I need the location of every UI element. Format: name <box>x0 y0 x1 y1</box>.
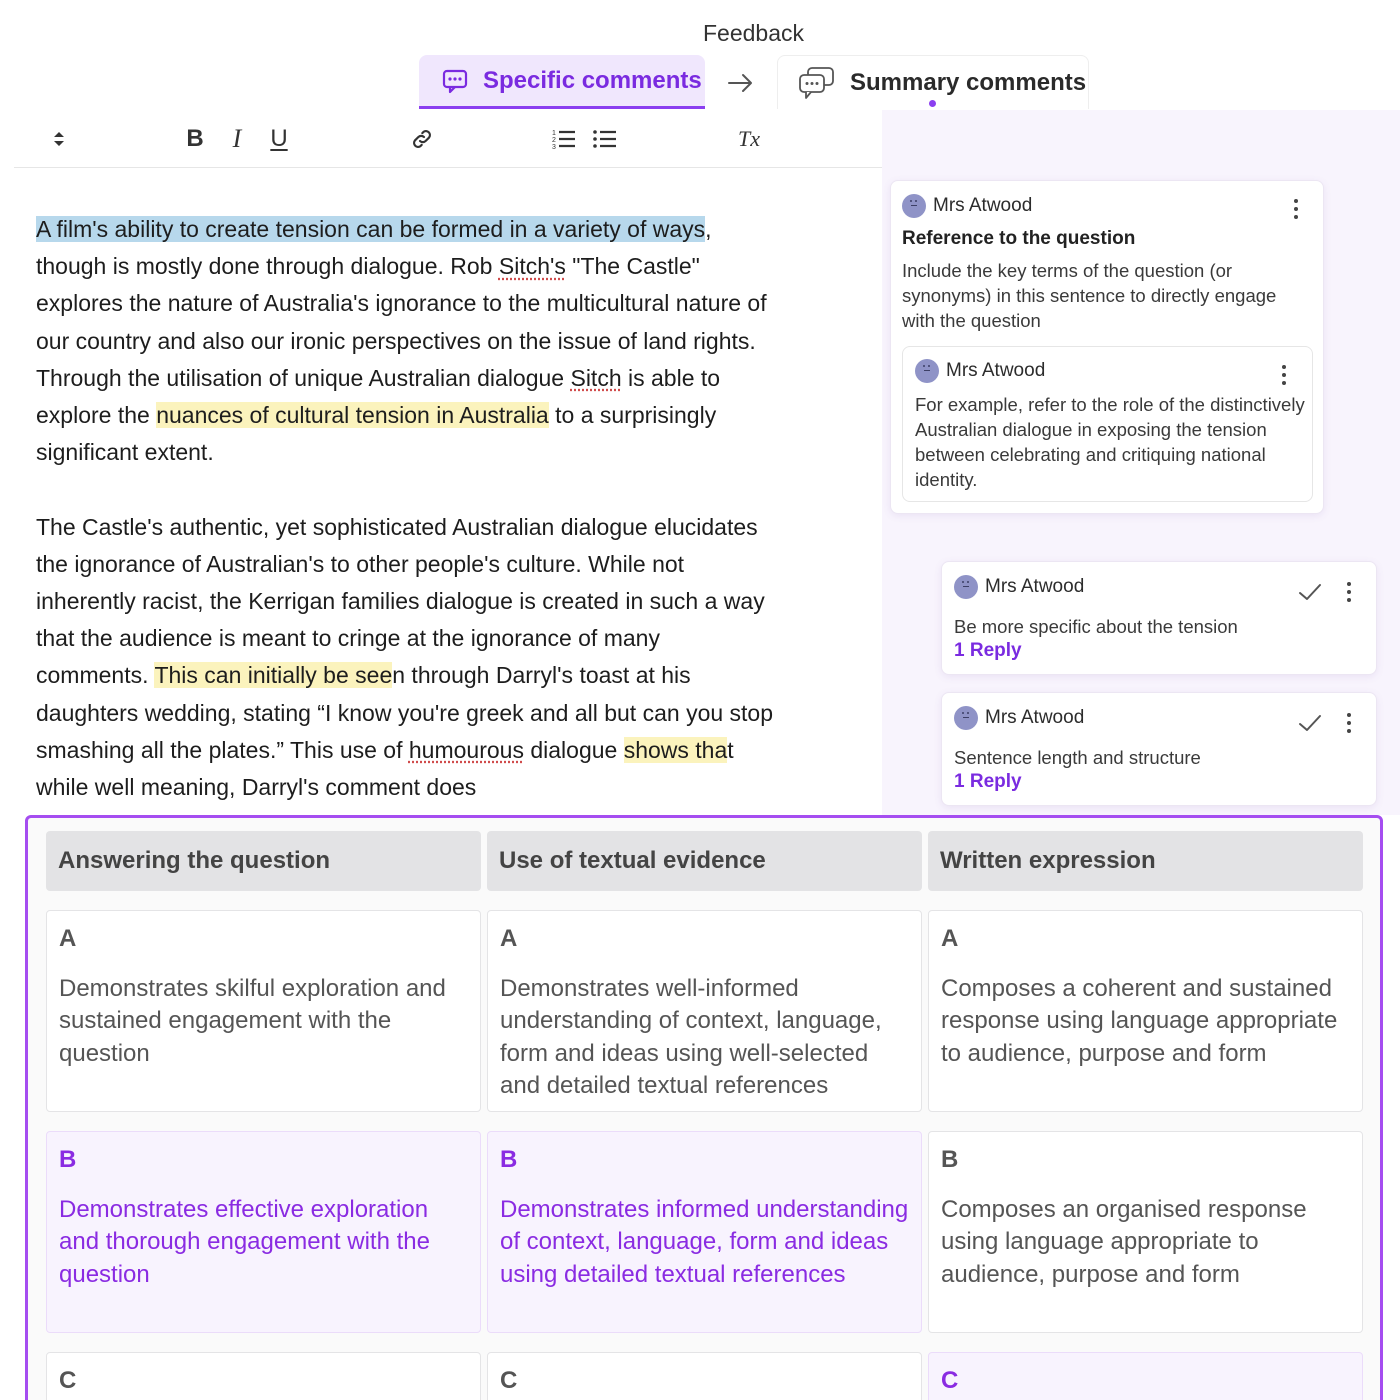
rubric-cell[interactable] <box>928 1131 1363 1333</box>
highlighted-text[interactable]: A film's ability to create tension can be formed in a variety of ways <box>36 216 706 242</box>
comment-icon <box>441 67 469 95</box>
more-options-icon[interactable] <box>1346 713 1352 733</box>
paragraph: The Castle's authentic, yet sophisticated Australian dialogue elucidates the ignorance of Australian's to other people's culture. While not inherently racist, the Kerrigan families dialogue is created in such a way that the audience is meant to cringe at the ignorance of many comments. This can initially be seen through Darryl's toast at his daughters wedding, stating “I know you're greek and all but can you stop smashing all the plates.” This use of humourous dialogue shows that while well meaning, Darryl's comment does <box>36 513 774 801</box>
reply-author: Mrs Atwood <box>915 359 1045 383</box>
reply-body: For example, refer to the role of the distinctively Australian dialogue in exposing the tension between celebrating and critiquing national identity. <box>915 394 1305 490</box>
rubric-grade: A <box>941 925 959 952</box>
rubric-grade: B <box>59 1146 77 1173</box>
tab-summary-label: Summary comments <box>850 68 1087 96</box>
misspelled-word[interactable]: humourous <box>408 736 524 763</box>
bold-button[interactable]: B <box>186 125 204 152</box>
bullet-list-icon[interactable] <box>593 124 617 154</box>
comments-panel <box>882 110 1400 815</box>
marking-rubric <box>25 815 1383 1400</box>
unread-dot <box>929 100 936 107</box>
rubric-grade: B <box>500 1146 518 1173</box>
more-options-icon[interactable] <box>1293 199 1299 219</box>
numbered-list-icon[interactable] <box>552 124 576 154</box>
underline-button[interactable]: U <box>270 125 288 152</box>
misspelled-word[interactable]: Sitch <box>570 364 622 391</box>
rubric-cell[interactable] <box>46 910 481 1112</box>
editor-toolbar <box>14 110 882 168</box>
rubric-grade: C <box>59 1367 77 1394</box>
rubric-cell[interactable] <box>46 1352 481 1400</box>
rubric-descriptor: Demonstrates skilful exploration and sustained engagement with the question <box>59 975 446 1067</box>
rubric-grade: A <box>500 925 518 952</box>
comment-author: Mrs Atwood <box>902 194 1032 218</box>
rubric-grade: C <box>941 1367 959 1394</box>
more-options-icon[interactable] <box>1281 365 1287 385</box>
misspelled-word[interactable]: Sitch's <box>498 253 566 280</box>
svg-text:2: 2 <box>552 137 556 144</box>
rubric-cell[interactable] <box>928 910 1363 1112</box>
comments-icon <box>798 66 836 100</box>
rubric-grade: B <box>941 1146 959 1173</box>
rubric-descriptor: Demonstrates informed understanding of context, language, form and ideas using detailed textual references <box>500 1196 909 1288</box>
rubric-cell-selected[interactable] <box>46 1131 481 1333</box>
rubric-descriptor: Demonstrates effective exploration and thorough engagement with the question <box>59 1196 430 1288</box>
rubric-descriptor: Demonstrates well-informed understanding of context, language, form and ideas using well-selected and detailed textual references <box>500 975 882 1099</box>
rubric-cell[interactable] <box>487 910 922 1112</box>
comment-author: Mrs Atwood <box>954 706 1084 730</box>
more-options-icon[interactable] <box>1346 582 1352 602</box>
comment-heading: Reference to the question <box>902 228 1136 249</box>
rubric-column-header: Use of textual evidence <box>487 831 922 891</box>
essay-document[interactable] <box>36 211 776 843</box>
comment-body: Include the key terms of the question (or synonyms) in this sentence to directly engage with the question <box>902 260 1277 331</box>
svg-text:3: 3 <box>552 144 556 150</box>
rubric-cell-selected[interactable] <box>487 1131 922 1333</box>
highlighted-text[interactable]: This can initially be see <box>154 662 393 689</box>
replies-link[interactable]: 1 Reply <box>954 640 1022 661</box>
rubric-descriptor: Composes a coherent and sustained response using language appropriate to audience, purpose and form <box>941 975 1338 1067</box>
avatar <box>954 706 978 730</box>
svg-text:1: 1 <box>552 130 556 137</box>
avatar <box>902 194 926 218</box>
avatar <box>915 359 939 383</box>
rubric-column-header: Answering the question <box>46 831 481 891</box>
comment-thread[interactable] <box>890 180 1324 514</box>
rubric-cell[interactable] <box>487 1352 922 1400</box>
rubric-descriptor: Composes an organised response using language appropriate to audience, purpose and form <box>941 1196 1307 1288</box>
replies-link[interactable]: 1 Reply <box>954 771 1022 792</box>
avatar <box>954 575 978 599</box>
link-icon[interactable] <box>409 124 435 154</box>
feedback-title: Feedback <box>702 20 804 46</box>
text-size-stepper-icon[interactable] <box>52 124 66 154</box>
rubric-grade: C <box>500 1367 518 1394</box>
rubric-cell-selected[interactable] <box>928 1352 1363 1400</box>
paragraph: A film's ability to create tension can be formed in a variety of ways, though is mostly done through dialogue. Rob Sitch's "The Castle" explores the nature of Australia's ignorance to the multicultural nature of our country and also our ironic perspectives on the issue of land rights. Through the utilisation of unique Australian dialogue Sitch is able to explore the nuances of cultural tension in Australia to a surprisingly significant extent. <box>36 216 767 466</box>
resolve-check-icon[interactable] <box>1298 582 1322 602</box>
comment-reply[interactable] <box>902 346 1313 502</box>
comment-card[interactable] <box>941 561 1377 675</box>
tab-specific-comments[interactable] <box>419 55 705 109</box>
tab-specific-label: Specific comments <box>483 66 702 94</box>
comment-body: Be more specific about the tension <box>954 616 1238 637</box>
comment-body: Sentence length and structure <box>954 747 1201 768</box>
highlighted-text[interactable]: shows tha <box>623 736 728 763</box>
highlighted-text[interactable]: nuances of cultural tension in Australia <box>156 402 549 429</box>
clear-format-icon: Tx <box>738 126 760 151</box>
comment-author: Mrs Atwood <box>954 575 1084 599</box>
arrow-right-icon <box>727 70 755 96</box>
rubric-grade: A <box>59 925 77 952</box>
italic-button[interactable]: I <box>232 124 242 153</box>
comment-card[interactable] <box>941 692 1377 806</box>
resolve-check-icon[interactable] <box>1298 713 1322 733</box>
clear-format-button[interactable] <box>736 124 762 154</box>
rubric-column-header: Written expression <box>928 831 1363 891</box>
